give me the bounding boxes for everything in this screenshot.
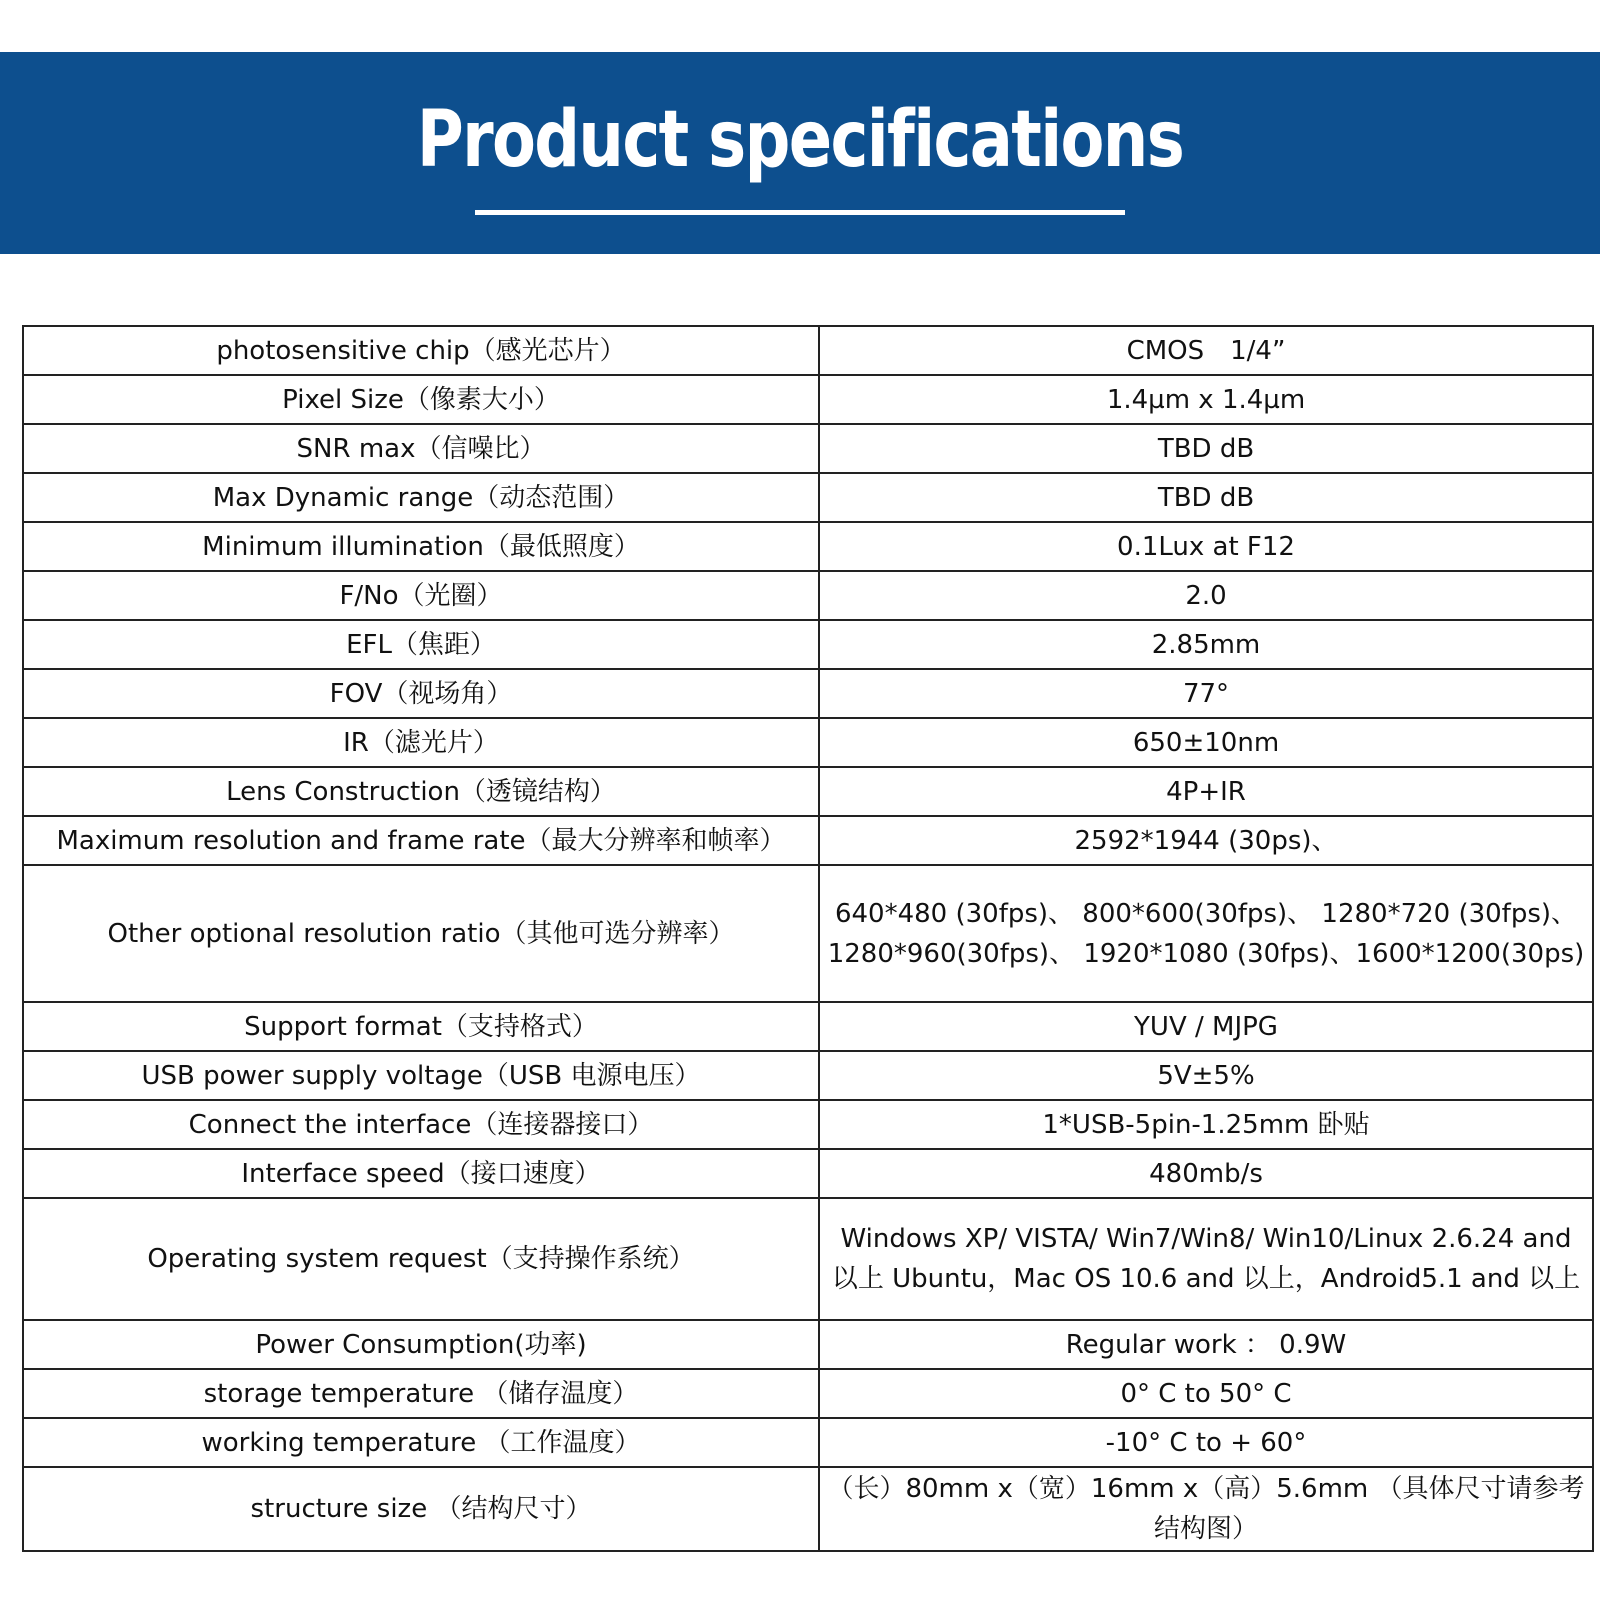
spec-value: TBD dB <box>819 424 1593 473</box>
table-row <box>23 1467 1593 1551</box>
spec-value: 0° C to 50° C <box>819 1369 1593 1418</box>
spec-value: TBD dB <box>819 473 1593 522</box>
table-row <box>23 1369 1593 1418</box>
spec-label: working temperature （工作温度） <box>23 1418 819 1467</box>
table-row <box>23 767 1593 816</box>
spec-value: CMOS 1/4” <box>819 326 1593 375</box>
spec-value: Regular work ： 0.9W <box>819 1320 1593 1369</box>
spec-value: 5V±5% <box>819 1051 1593 1100</box>
spec-label: Connect the interface（连接器接口） <box>23 1100 819 1149</box>
spec-value: -10° C to + 60° <box>819 1418 1593 1467</box>
spec-value: 2.0 <box>819 571 1593 620</box>
page-title: Product specifications <box>416 95 1184 185</box>
table-row <box>23 816 1593 865</box>
table-row <box>23 620 1593 669</box>
spec-label: Support format（支持格式） <box>23 1002 819 1051</box>
spec-label: structure size （结构尺寸） <box>23 1467 819 1551</box>
spec-label: Pixel Size（像素大小） <box>23 375 819 424</box>
spec-label: storage temperature （储存温度） <box>23 1369 819 1418</box>
spec-label: Operating system request（支持操作系统） <box>23 1198 819 1320</box>
table-row <box>23 865 1593 1002</box>
spec-label: Max Dynamic range（动态范围） <box>23 473 819 522</box>
spec-table <box>22 325 1594 1552</box>
spec-value: 2592*1944 (30ps)、 <box>819 816 1593 865</box>
spec-value: 1.4µm x 1.4µm <box>819 375 1593 424</box>
spec-label: EFL（焦距） <box>23 620 819 669</box>
table-row <box>23 718 1593 767</box>
spec-value: 1*USB-5pin-1.25mm 卧贴 <box>819 1100 1593 1149</box>
table-row <box>23 1002 1593 1051</box>
spec-label: Other optional resolution ratio（其他可选分辨率） <box>23 865 819 1002</box>
spec-value: 640*480 (30fps)、 800*600(30fps)、 1280*720 (30fps)、 1280*960(30fps)、 1920*1080 (30fps)、1600*1200(30ps) <box>819 865 1593 1002</box>
spec-label: USB power supply voltage（USB 电源电压） <box>23 1051 819 1100</box>
table-row <box>23 424 1593 473</box>
table-row <box>23 571 1593 620</box>
spec-value: 650±10nm <box>819 718 1593 767</box>
table-row <box>23 522 1593 571</box>
table-row <box>23 669 1593 718</box>
table-row <box>23 1320 1593 1369</box>
spec-value: 480mb/s <box>819 1149 1593 1198</box>
spec-label: IR（滤光片） <box>23 718 819 767</box>
spec-value: 2.85mm <box>819 620 1593 669</box>
spec-label: Power Consumption(功率) <box>23 1320 819 1369</box>
table-row <box>23 1418 1593 1467</box>
table-row <box>23 375 1593 424</box>
table-row <box>23 1149 1593 1198</box>
spec-value: 77° <box>819 669 1593 718</box>
spec-label: Maximum resolution and frame rate（最大分辨率和帧率） <box>23 816 819 865</box>
spec-value: Windows XP/ VISTA/ Win7/Win8/ Win10/Linux 2.6.24 and 以上 Ubuntu，Mac OS 10.6 and 以上，Android5.1 and 以上 <box>819 1198 1593 1320</box>
spec-value: 0.1Lux at F12 <box>819 522 1593 571</box>
table-row <box>23 473 1593 522</box>
spec-label: Lens Construction（透镜结构） <box>23 767 819 816</box>
spec-label: F/No（光圈） <box>23 571 819 620</box>
spec-value: YUV / MJPG <box>819 1002 1593 1051</box>
spec-label: Interface speed（接口速度） <box>23 1149 819 1198</box>
spec-label: photosensitive chip（感光芯片） <box>23 326 819 375</box>
table-row <box>23 1198 1593 1320</box>
spec-label: Minimum illumination（最低照度） <box>23 522 819 571</box>
table-row <box>23 1051 1593 1100</box>
spec-value: （长）80mm x（宽）16mm x（高）5.6mm （具体尺寸请参考结构图） <box>819 1467 1593 1551</box>
spec-value: 4P+IR <box>819 767 1593 816</box>
table-row <box>23 326 1593 375</box>
spec-label: FOV（视场角） <box>23 669 819 718</box>
spec-label: SNR max（信噪比） <box>23 424 819 473</box>
title-underline <box>475 210 1125 215</box>
table-row <box>23 1100 1593 1149</box>
